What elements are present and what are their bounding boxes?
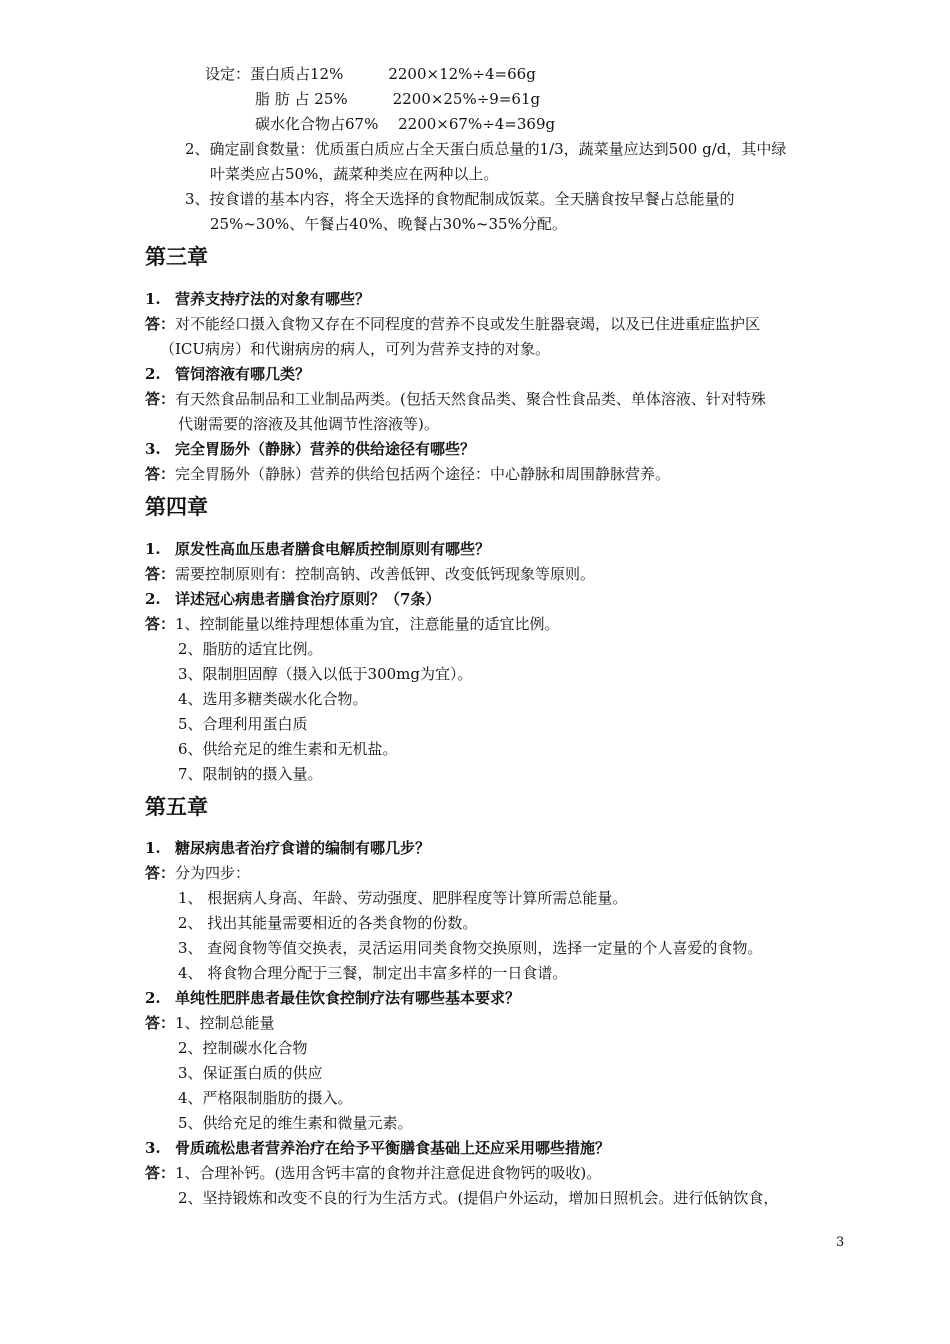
ch3-question-3 [145, 439, 475, 459]
question-text: 单纯性肥胖患者最佳饮食控制疗法有哪些基本要求？ [175, 989, 521, 1007]
page-number: 3 [836, 1235, 845, 1250]
ch4-answer-2-item-3: 3、限制胆固醇（摄入以低于300mg为宜）。 [178, 665, 473, 683]
ch5-answer-2-item-4: 4、严格限制脂肪的摄入。 [178, 1089, 353, 1107]
question-number: 3. [145, 1139, 161, 1157]
question-text: 原发性高血压患者膳食电解质控制原则有哪些？ [175, 540, 491, 558]
question-text: 营养支持疗法的对象有哪些？ [175, 290, 371, 308]
answer-label: 答： [145, 615, 176, 633]
ch5-answer-3-item-2: 2、坚持锻炼和改变不良的行为生活方式。(提倡户外运动，增加日照机会。进行低钠饮食， [178, 1189, 779, 1207]
ch4-answer-2-item-7: 7、限制钠的摄入量。 [178, 765, 323, 783]
ch3-answer-2-line-1 [145, 389, 766, 409]
answer-text: 需要控制原则有：控制高钠、改善低钾、改变低钙现象等原则。 [175, 565, 596, 583]
question-number: 3. [145, 440, 161, 458]
ch4-answer-1-line-1 [145, 564, 595, 584]
answer-label: 答： [145, 1164, 176, 1182]
intro-line-7: 25%~30%、午餐占40%、晚餐占30%~35%分配。 [210, 215, 567, 233]
chapter-5-title: 第五章 [145, 794, 208, 819]
intro-line-5: 叶菜类应占50%，蔬菜种类应在两种以上。 [210, 165, 499, 183]
question-text: 完全胃肠外（静脉）营养的供给途径有哪些？ [175, 440, 476, 458]
answer-label: 答： [145, 390, 176, 408]
intro-line-6: 3、按食谱的基本内容，将全天选择的食物配制成饭菜。全天膳食按早餐占总能量的 [185, 190, 735, 208]
ch4-answer-2-item-6: 6、供给充足的维生素和无机盐。 [178, 740, 398, 758]
question-number: 2. [145, 590, 161, 608]
answer-label: 答： [145, 1014, 176, 1032]
ch4-question-2 [145, 589, 440, 609]
ch3-question-2 [145, 364, 310, 384]
question-number: 2. [145, 365, 161, 383]
answer-text: 完全胃肠外（静脉）营养的供给包括两个途径：中心静脉和周围静脉营养。 [175, 465, 671, 483]
question-number: 2. [145, 989, 161, 1007]
answer-text: 1、合理补钙。(选用含钙丰富的食物并注意促进食物钙的吸收)。 [175, 1164, 602, 1182]
ch3-answer-1-line-1 [145, 314, 760, 334]
chapter-4-title: 第四章 [145, 494, 208, 519]
intro-line-1: 设定：蛋白质占12% 2200×12%÷4=66g [205, 65, 536, 83]
ch5-question-1 [145, 838, 430, 858]
ch3-answer-2-line-2: 代谢需要的溶液及其他调节性溶液等)。 [178, 415, 439, 433]
answer-label: 答： [145, 465, 176, 483]
answer-text: 分为四步： [175, 864, 251, 882]
intro-line-2: 脂 肪 占 25% 2200×25%÷9=61g [255, 90, 541, 108]
ch5-answer-2-item-3: 3、保证蛋白质的供应 [178, 1064, 323, 1082]
answer-label: 答： [145, 315, 176, 333]
ch3-answer-3-line-1 [145, 464, 670, 484]
ch4-answer-2-item-1 [145, 614, 560, 634]
answer-text: 有天然食品制品和工业制品两类。(包括天然食品类、聚合性食品类、单体溶液、针对特殊 [175, 390, 766, 408]
ch3-answer-1-line-2: （ICU病房）和代谢病房的病人，可列为营养支持的对象。 [160, 340, 551, 358]
ch3-question-1 [145, 289, 370, 309]
ch5-step-3: 3、 查阅食物等值交换表，灵活运用同类食物交换原则，选择一定量的个人喜爱的食物。 [178, 939, 763, 957]
answer-label: 答： [145, 565, 176, 583]
chapter-3-title: 第三章 [145, 244, 208, 269]
question-text: 详述冠心病患者膳食治疗原则？（7条） [175, 590, 441, 608]
ch5-question-2 [145, 988, 520, 1008]
answer-label: 答： [145, 864, 176, 882]
intro-line-3: 碳水化合物占67% 2200×67%÷4=369g [255, 115, 556, 133]
question-number: 1. [145, 290, 161, 308]
ch5-answer-1-line-1 [145, 863, 250, 883]
answer-text: 1、控制总能量 [175, 1014, 275, 1032]
ch5-answer-2-item-5: 5、供给充足的维生素和微量元素。 [178, 1114, 413, 1132]
question-number: 1. [145, 839, 161, 857]
ch5-step-4: 4、 将食物合理分配于三餐，制定出丰富多样的一日食谱。 [178, 964, 568, 982]
ch5-question-3 [145, 1138, 610, 1158]
question-number: 1. [145, 540, 161, 558]
answer-text: 对不能经口摄入食物又存在不同程度的营养不良或发生脏器衰竭，以及已住进重症监护区 [175, 315, 761, 333]
ch5-step-1: 1、 根据病人身高、年龄、劳动强度、肥胖程度等计算所需总能量。 [178, 889, 628, 907]
ch5-step-2: 2、 找出其能量需要相近的各类食物的份数。 [178, 914, 478, 932]
ch5-answer-2-item-2: 2、控制碳水化合物 [178, 1039, 308, 1057]
ch4-answer-2-item-5: 5、合理利用蛋白质 [178, 715, 308, 733]
ch4-answer-2-item-2: 2、脂肪的适宜比例。 [178, 640, 323, 658]
question-text: 管饲溶液有哪几类？ [175, 365, 311, 383]
ch4-question-1 [145, 539, 490, 559]
question-text: 糖尿病患者治疗食谱的编制有哪几步？ [175, 839, 431, 857]
ch5-answer-3-item-1 [145, 1163, 601, 1183]
question-text: 骨质疏松患者营养治疗在给予平衡膳食基础上还应采用哪些措施？ [175, 1139, 611, 1157]
intro-line-4: 2、确定副食数量：优质蛋白质应占全天蛋白质总量的1/3，蔬菜量应达到500 g/d，其中绿 [185, 140, 787, 158]
ch4-answer-2-item-4: 4、选用多糖类碳水化合物。 [178, 690, 368, 708]
ch5-answer-2-item-1 [145, 1013, 275, 1033]
answer-text: 1、控制能量以维持理想体重为宜，注意能量的适宜比例。 [175, 615, 560, 633]
